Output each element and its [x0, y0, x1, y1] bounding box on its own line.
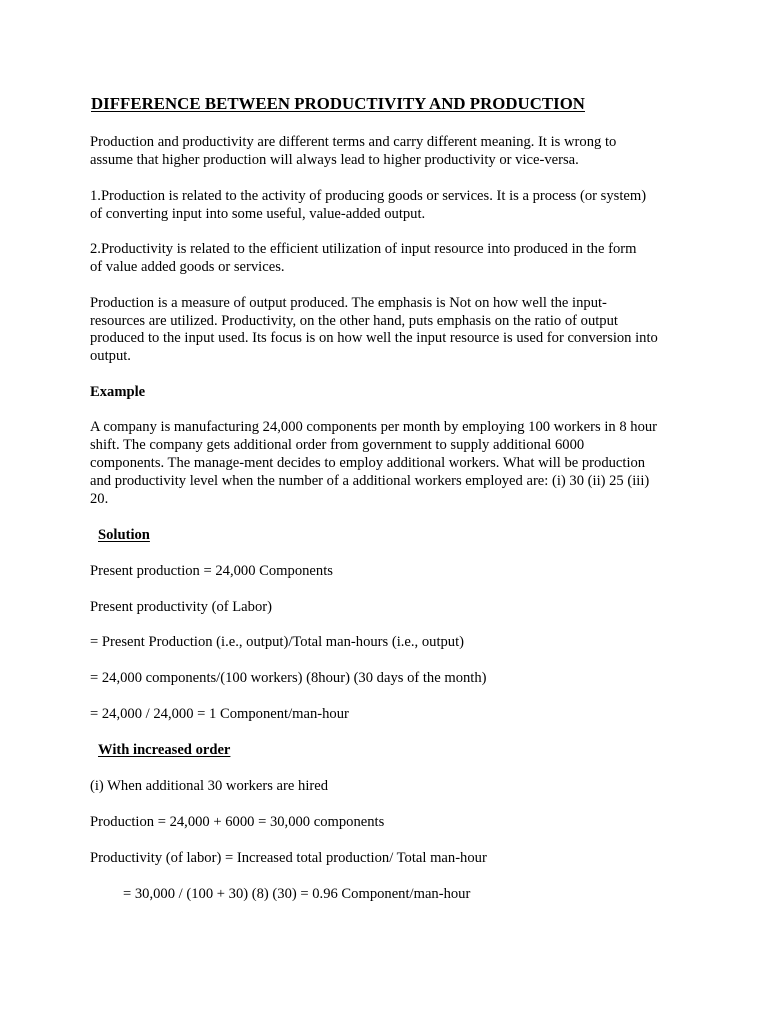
- example-heading: Example: [90, 384, 146, 400]
- present-productivity: Present productivity (of Labor): [90, 599, 272, 615]
- solution-heading: Solution: [98, 527, 150, 543]
- increased-productivity-formula: Productivity (of labor) = Increased total production/ Total man-hour: [90, 850, 487, 866]
- increased-production: Production = 24,000 + 6000 = 30,000 components: [90, 814, 385, 830]
- productivity-calculation: = 24,000 components/(100 workers) (8hour) (30 days of the month): [90, 670, 487, 686]
- example-line-1: A company is manufacturing 24,000 components per month by employing 100 workers in 8 hour: [90, 419, 658, 435]
- measure-line-3: produced to the input used. Its focus is on how well the input resource is used for conversion into: [90, 330, 658, 346]
- document-title: DIFFERENCE BETWEEN PRODUCTIVITY AND PRODUCTION: [91, 94, 585, 113]
- increased-productivity-result: = 30,000 / (100 + 30) (8) (30) = 0.96 Component/man-hour: [123, 886, 471, 902]
- example-line-3: components. The manage-ment decides to employ additional workers. What will be production: [90, 455, 646, 471]
- point-2-line-1: 2.Productivity is related to the efficient utilization of input resource into produced in the form: [90, 241, 637, 257]
- intro-line-2: assume that higher production will always lead to higher productivity or vice-versa.: [90, 152, 579, 168]
- productivity-result: = 24,000 / 24,000 = 1 Component/man-hour: [90, 706, 349, 722]
- measure-line-2: resources are utilized. Productivity, on the other hand, puts emphasis on the ratio of output: [90, 313, 618, 329]
- measure-line-1: Production is a measure of output produced. The emphasis is Not on how well the input-: [90, 295, 607, 311]
- case-30-workers: (i) When additional 30 workers are hired: [90, 778, 329, 794]
- measure-line-4: output.: [90, 348, 131, 364]
- example-line-2: shift. The company gets additional order from government to supply additional 6000: [90, 437, 585, 453]
- point-2-line-2: of value added goods or services.: [90, 259, 285, 275]
- point-1-line-1: 1.Production is related to the activity of producing goods or services. It is a process (or system): [90, 188, 647, 204]
- increased-order-heading: With increased order: [98, 742, 231, 758]
- present-production: Present production = 24,000 Components: [90, 563, 333, 579]
- example-line-4: and productivity level when the number of a additional workers employed are: (i) 30 (ii) 25 (iii): [90, 473, 650, 489]
- intro-line-1: Production and productivity are different terms and carry different meaning. It is wrong to: [90, 134, 617, 150]
- example-line-5: 20.: [90, 491, 109, 507]
- point-1-line-2: of converting input into some useful, value-added output.: [90, 206, 426, 222]
- productivity-formula: = Present Production (i.e., output)/Total man-hours (i.e., output): [90, 634, 465, 650]
